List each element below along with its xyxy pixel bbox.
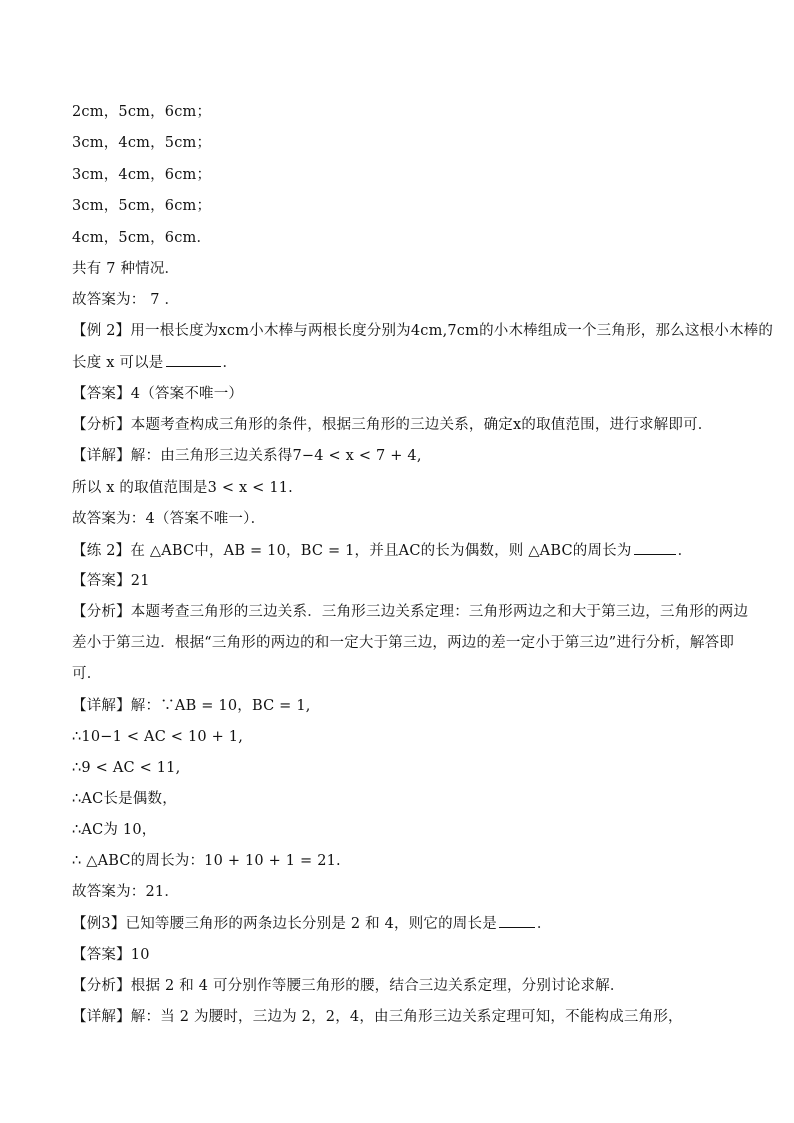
answer-line: 【答案】4（答案不唯一）	[72, 386, 244, 402]
example-2-question-cont	[72, 352, 732, 373]
text-line: ∴10−1 < AC < 10 + 1,	[72, 729, 244, 745]
analysis-line: 【分析】本题考查构成三角形的条件，根据三角形的三边关系，确定x的取值范围，进行求解即可．	[72, 417, 713, 433]
text-line: 2cm，5cm，6cm；	[72, 104, 212, 120]
punctuation: ．	[677, 543, 693, 559]
text-segment: 长度 x 可以是	[72, 355, 164, 371]
text-line: ∴AC长是偶数，	[72, 791, 177, 807]
text-line: 3cm，5cm，6cm；	[72, 198, 212, 214]
punctuation: ．	[536, 916, 552, 932]
answer-blank	[634, 540, 676, 555]
answer-blank	[166, 352, 221, 367]
text-line: 4cm，5cm，6cm．	[72, 230, 212, 246]
text-segment: 【例3】已知等腰三角形的两条边长分别是 2 和 4，则它的周长是	[72, 916, 497, 932]
analysis-line: 【分析】本题考查三角形的三边关系．三角形三边关系定理：三角形两边之和大于第三边，三角形的两边	[72, 604, 749, 620]
detail-line: 【详解】解：∵AB = 10，BC = 1,	[72, 698, 311, 714]
practice-2-question	[72, 540, 732, 561]
text-line: 所以 x 的取值范围是3 < x < 11.	[72, 480, 293, 496]
text-line: 差小于第三边．根据“三角形的两边的和一定大于第三边，两边的差一定小于第三边”进行分析，解答即	[72, 635, 735, 651]
text-line: 故答案为：21．	[72, 884, 180, 900]
punctuation: ．	[222, 355, 238, 371]
detail-line: 【详解】解：当 2 为腰时，三边为 2，2，4，由三角形三边关系定理可知，不能构成三角形，	[72, 1009, 683, 1025]
text-line: 故答案为： 7 ．	[72, 292, 180, 308]
analysis-line: 【分析】根据 2 和 4 可分别作等腰三角形的腰，结合三边关系定理，分别讨论求解．	[72, 978, 625, 994]
example-3-question	[72, 913, 732, 934]
text-line: 3cm，4cm，6cm；	[72, 167, 212, 183]
text-line: ∴9 < AC < 11,	[72, 760, 181, 776]
answer-line: 【答案】10	[72, 947, 150, 963]
text-line: 可．	[72, 666, 102, 682]
text-line: 3cm，4cm，5cm；	[72, 135, 212, 151]
example-2-question: 【例 2】用一根长度为xcm小木棒与两根长度分别为4cm,7cm的小木棒组成一个三角形，那么这根小木棒的	[72, 323, 774, 339]
detail-line: 【详解】解：由三角形三边关系得7−4 < x < 7 + 4,	[72, 448, 422, 464]
answer-blank	[499, 913, 535, 928]
text-line: ∴AC为 10，	[72, 822, 157, 838]
answer-line: 【答案】21	[72, 573, 150, 589]
text-segment: 【练 2】在 △ABC中，AB = 10，BC = 1，并且AC的长为偶数，则 △ABC的周长为	[72, 543, 632, 559]
text-line: 共有 7 种情况．	[72, 261, 180, 277]
text-line: 故答案为：4（答案不唯一）．	[72, 511, 266, 527]
text-line: ∴ △ABC的周长为：10 + 10 + 1 = 21.	[72, 853, 341, 869]
